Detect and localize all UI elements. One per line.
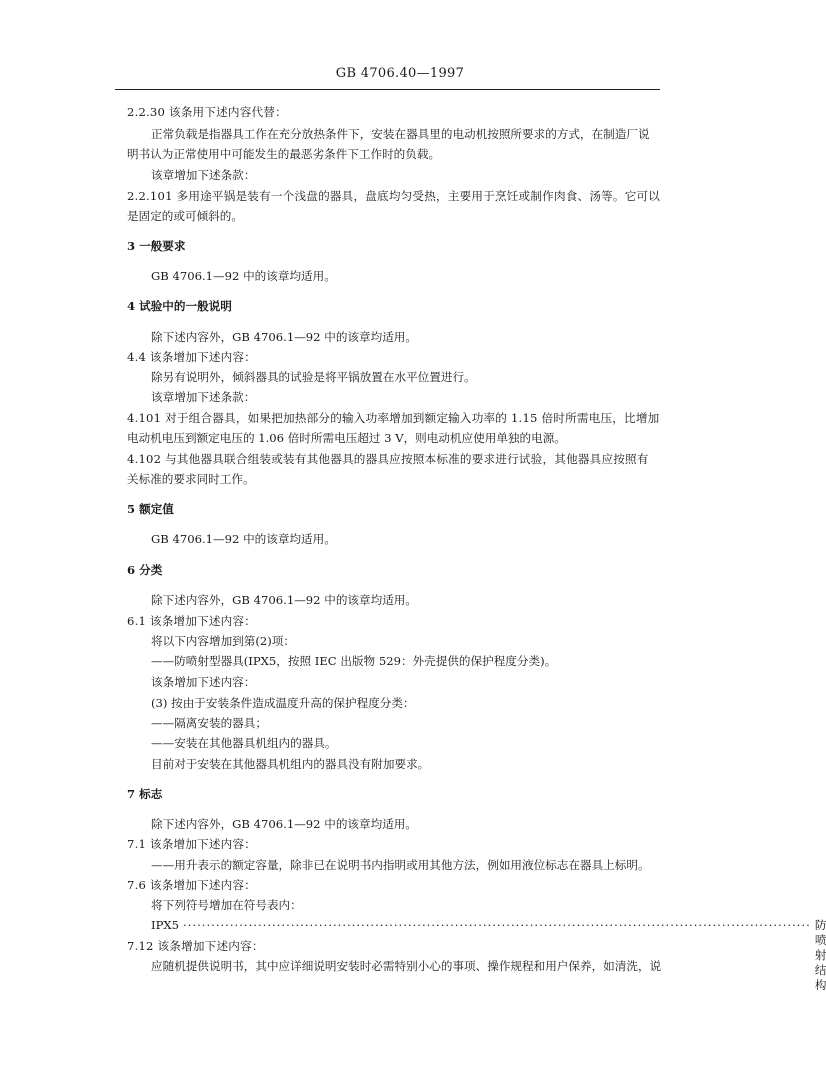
clause-4-102-text-1: 4.102 与其他器具联合组装或装有其他器具的器具应按照本标准的要求进行试验，其他器具应按照有 bbox=[127, 452, 649, 466]
clause-4-4-heading: 4.4 该条增加下述内容： bbox=[127, 350, 257, 364]
clause-6-1-text-3: 该条增加下述内容： bbox=[151, 675, 256, 689]
clause-6-1-text-2: ——防喷射型器具(IPX5，按照 IEC 出版物 529：外壳提供的保护程度分类)。 bbox=[151, 654, 557, 668]
clause-7-6-text: 将下列符号增加在符号表内： bbox=[151, 898, 302, 912]
leader-dots: ······································································································································ bbox=[183, 918, 811, 932]
header-rule bbox=[115, 89, 660, 90]
section-3-heading: 3 一般要求 bbox=[127, 239, 186, 253]
symbol-code: IPX5 bbox=[151, 918, 180, 932]
clause-2-2-30-text-2: 明书认为正常使用中可能发生的最恶劣条件下工作时的负载。 bbox=[127, 147, 441, 161]
section-4-heading: 4 试验中的一般说明 bbox=[127, 299, 232, 313]
clause-4-102-text-2: 关标准的要求同时工作。 bbox=[127, 472, 255, 486]
section-5-heading: 5 额定值 bbox=[127, 502, 174, 516]
section-6-heading: 6 分类 bbox=[127, 563, 163, 577]
clause-6-1-text-1: 将以下内容增加到第(2)项： bbox=[151, 634, 295, 648]
added-clauses-note-2: 该章增加下述条款： bbox=[151, 168, 256, 182]
clause-6-1-text-5: ——隔离安装的器具； bbox=[151, 716, 267, 730]
clause-2-2-30-text-1: 正常负载是指器具工作在充分放热条件下，安装在器具里的电动机按照所要求的方式，在制造厂说 bbox=[151, 127, 650, 141]
symbol-meaning: 防喷射结构 bbox=[814, 918, 826, 992]
clause-4-101-text-1: 4.101 对于组合器具，如果把加热部分的输入功率增加到额定输入功率的 1.15 倍时所需电压，比增加 bbox=[127, 411, 660, 425]
section-7-heading: 7 标志 bbox=[127, 787, 163, 801]
clause-6-1-text-4: (3) 按由于安装条件造成温度升高的保护程度分类： bbox=[151, 696, 415, 710]
clause-6-1-heading: 6.1 该条增加下述内容： bbox=[127, 614, 257, 628]
clause-6-1-text-7: 目前对于安装在其他器具机组内的器具没有附加要求。 bbox=[151, 757, 430, 771]
symbol-table-row bbox=[151, 918, 826, 993]
clause-7-1-heading: 7.1 该条增加下述内容： bbox=[127, 837, 257, 851]
section-7-text: 除下述内容外，GB 4706.1—92 中的该章均适用。 bbox=[151, 817, 417, 831]
clause-7-12-text: 应随机提供说明书，其中应详细说明安装时必需特别小心的事项、操作规程和用户保养，如清洗，说 bbox=[151, 959, 662, 973]
section-3-text: GB 4706.1—92 中的该章均适用。 bbox=[151, 269, 336, 283]
clause-2-2-101-text-1: 2.2.101 多用途平锅是装有一个浅盘的器具，盘底均匀受热，主要用于烹饪或制作肉食、汤等。它可以 bbox=[127, 189, 661, 203]
clause-4-101-text-2: 电动机电压到额定电压的 1.06 倍时所需电压超过 3 V，则电动机应使用单独的电源。 bbox=[127, 431, 566, 445]
section-6-text: 除下述内容外，GB 4706.1—92 中的该章均适用。 bbox=[151, 593, 417, 607]
clause-2-2-101-text-2: 是固定的或可倾斜的。 bbox=[127, 209, 243, 223]
clause-7-1-text: ——用升表示的额定容量，除非已在说明书内指明或用其他方法，例如用液位标志在器具上标明。 bbox=[151, 858, 650, 872]
clause-2-2-30-heading: 2.2.30 该条用下述内容代替： bbox=[127, 105, 287, 119]
clause-7-6-heading: 7.6 该条增加下述内容： bbox=[127, 878, 257, 892]
clause-6-1-text-6: ——安装在其他器具机组内的器具。 bbox=[151, 736, 337, 750]
section-4-text: 除下述内容外，GB 4706.1—92 中的该章均适用。 bbox=[151, 330, 417, 344]
added-clauses-note-4: 该章增加下述条款： bbox=[151, 390, 256, 404]
section-5-text: GB 4706.1—92 中的该章均适用。 bbox=[151, 532, 336, 546]
header-title: GB 4706.40—1997 bbox=[335, 66, 465, 81]
clause-4-4-text: 除另有说明外，倾斜器具的试验是将平锅放置在水平位置进行。 bbox=[151, 370, 476, 384]
clause-7-12-heading: 7.12 该条增加下述内容： bbox=[127, 939, 264, 953]
